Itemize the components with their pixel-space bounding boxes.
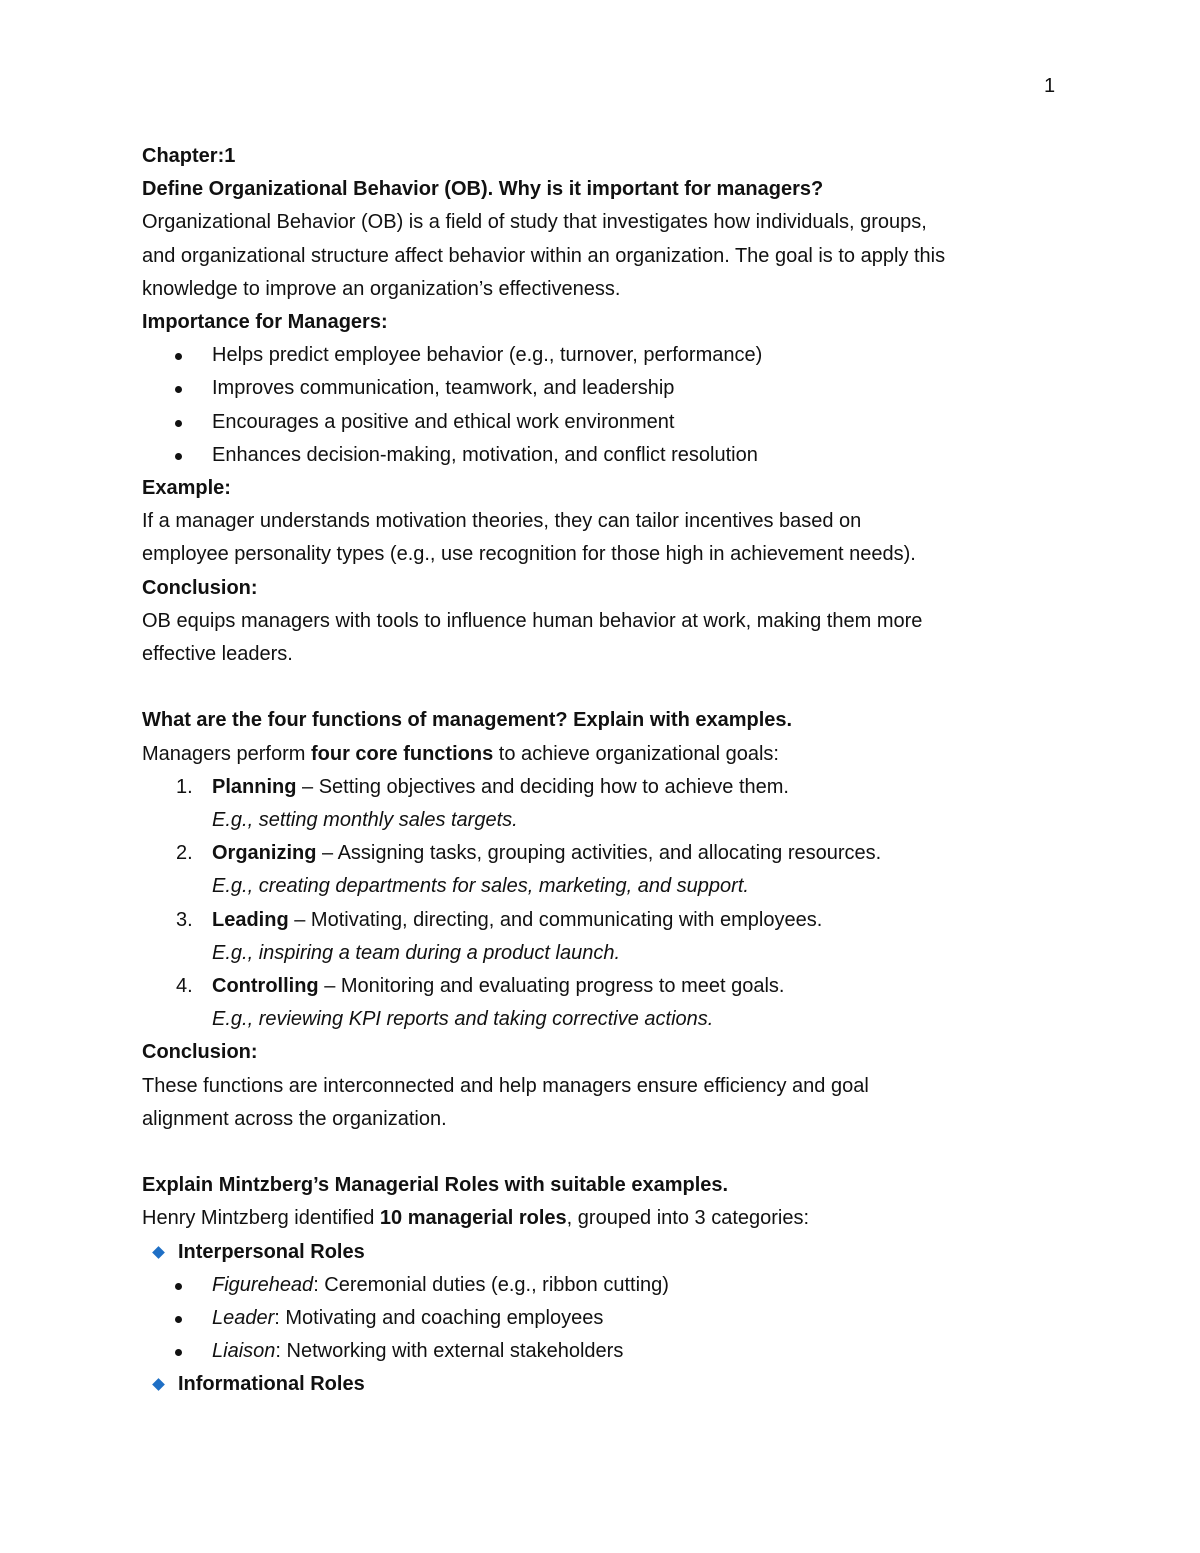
function-desc: – Setting objectives and deciding how to achieve them. [296, 775, 789, 798]
importance-list [142, 339, 1072, 472]
paragraph-line: Organizational Behavior (OB) is a field of study that investigates how individuals, groups, [142, 211, 927, 234]
role-term: Figurehead [212, 1273, 314, 1296]
role-term: Liaison [212, 1340, 276, 1363]
document-body [142, 140, 1072, 1402]
function-desc: – Monitoring and evaluating progress to meet goals. [318, 975, 785, 998]
paragraph-line: alignment across the organization. [142, 1107, 447, 1130]
example-heading: Example: [142, 477, 231, 500]
function-term: Leading [212, 908, 289, 931]
role-term: Leader [212, 1307, 275, 1330]
conclusion-heading: Conclusion: [142, 1041, 258, 1064]
chapter-heading: Chapter:1 [142, 145, 236, 167]
paragraph-line: If a manager understands motivation theories, they can tailor incentives based on [142, 510, 862, 533]
function-desc: – Motivating, directing, and communicating with employees. [288, 908, 823, 931]
function-example: E.g., setting monthly sales targets. [212, 809, 518, 832]
paragraph-line: knowledge to improve an organization’s effectiveness. [142, 277, 621, 300]
question-ob: Define Organizational Behavior (OB). Why is it important for managers? [142, 178, 824, 201]
list-item: Helps predict employee behavior (e.g., turnover, performance) [142, 339, 1072, 372]
intro-bold: 10 managerial roles [379, 1207, 567, 1230]
functions-list [142, 771, 1072, 1037]
question-functions: What are the four functions of management? Explain with examples. [142, 709, 793, 732]
spacer [142, 671, 1072, 704]
conclusion-heading: Conclusion: [142, 576, 258, 599]
paragraph-line: OB equips managers with tools to influence human behavior at work, making them more [142, 609, 923, 632]
function-line [142, 837, 1072, 870]
intro-text: , grouped into 3 categories: [566, 1207, 810, 1230]
importance-heading: Importance for Managers: [142, 311, 388, 334]
function-line [142, 970, 1072, 1003]
roles-list [142, 1236, 1072, 1402]
list-number: 3. [176, 908, 193, 931]
paragraph-line: employee personality types (e.g., use recognition for those high in achievement needs). [142, 543, 916, 566]
list-item [142, 837, 1072, 903]
role-desc: : Networking with external stakeholders [275, 1340, 624, 1363]
list-item [142, 1335, 1072, 1368]
diamond-bullet-icon [152, 1246, 165, 1259]
intro-text: Managers perform [142, 742, 311, 765]
list-item: Enhances decision-making, motivation, and conflict resolution [142, 439, 1072, 472]
role-category-heading [142, 1368, 1072, 1401]
role-category-label: Interpersonal Roles [178, 1240, 365, 1263]
list-item [142, 1302, 1072, 1335]
function-desc: – Assigning tasks, grouping activities, and allocating resources. [316, 842, 882, 865]
functions-intro [142, 738, 1072, 771]
function-example: E.g., inspiring a team during a product launch. [212, 941, 621, 964]
intro-text: to achieve organizational goals: [493, 742, 779, 765]
role-desc: : Motivating and coaching employees [274, 1307, 604, 1330]
function-example: E.g., reviewing KPI reports and taking corrective actions. [212, 1008, 714, 1031]
list-item [142, 970, 1072, 1036]
paragraph-line: and organizational structure affect behavior within an organization. The goal is to apply this [142, 244, 946, 267]
list-item [142, 771, 1072, 837]
function-term: Planning [212, 775, 297, 798]
role-category [142, 1236, 1072, 1369]
list-number: 4. [176, 975, 193, 998]
paragraph-line: effective leaders. [142, 643, 293, 666]
role-category-label: Informational Roles [178, 1373, 365, 1396]
intro-bold: four core functions [310, 742, 494, 765]
function-term: Organizing [212, 842, 317, 865]
role-category-heading [142, 1236, 1072, 1269]
function-example: E.g., creating departments for sales, marketing, and support. [212, 875, 749, 898]
spacer [142, 1136, 1072, 1169]
diamond-bullet-icon [152, 1379, 165, 1392]
role-category [142, 1368, 1072, 1401]
list-number: 2. [176, 842, 193, 865]
page-number: 1 [1044, 75, 1056, 97]
role-sublist [142, 1269, 1072, 1369]
list-item: Encourages a positive and ethical work environment [142, 406, 1072, 439]
list-item [142, 1269, 1072, 1302]
mintzberg-intro [142, 1202, 1072, 1235]
function-line [142, 771, 1072, 804]
list-item: Improves communication, teamwork, and leadership [142, 372, 1072, 405]
role-desc: : Ceremonial duties (e.g., ribbon cutting) [313, 1273, 669, 1296]
function-line [142, 904, 1072, 937]
question-mintzberg: Explain Mintzberg’s Managerial Roles with suitable examples. [142, 1174, 729, 1197]
list-number: 1. [176, 775, 193, 798]
function-term: Controlling [212, 975, 319, 998]
intro-text: Henry Mintzberg identified [142, 1207, 380, 1230]
paragraph-line: These functions are interconnected and help managers ensure efficiency and goal [142, 1074, 869, 1097]
list-item [142, 904, 1072, 970]
